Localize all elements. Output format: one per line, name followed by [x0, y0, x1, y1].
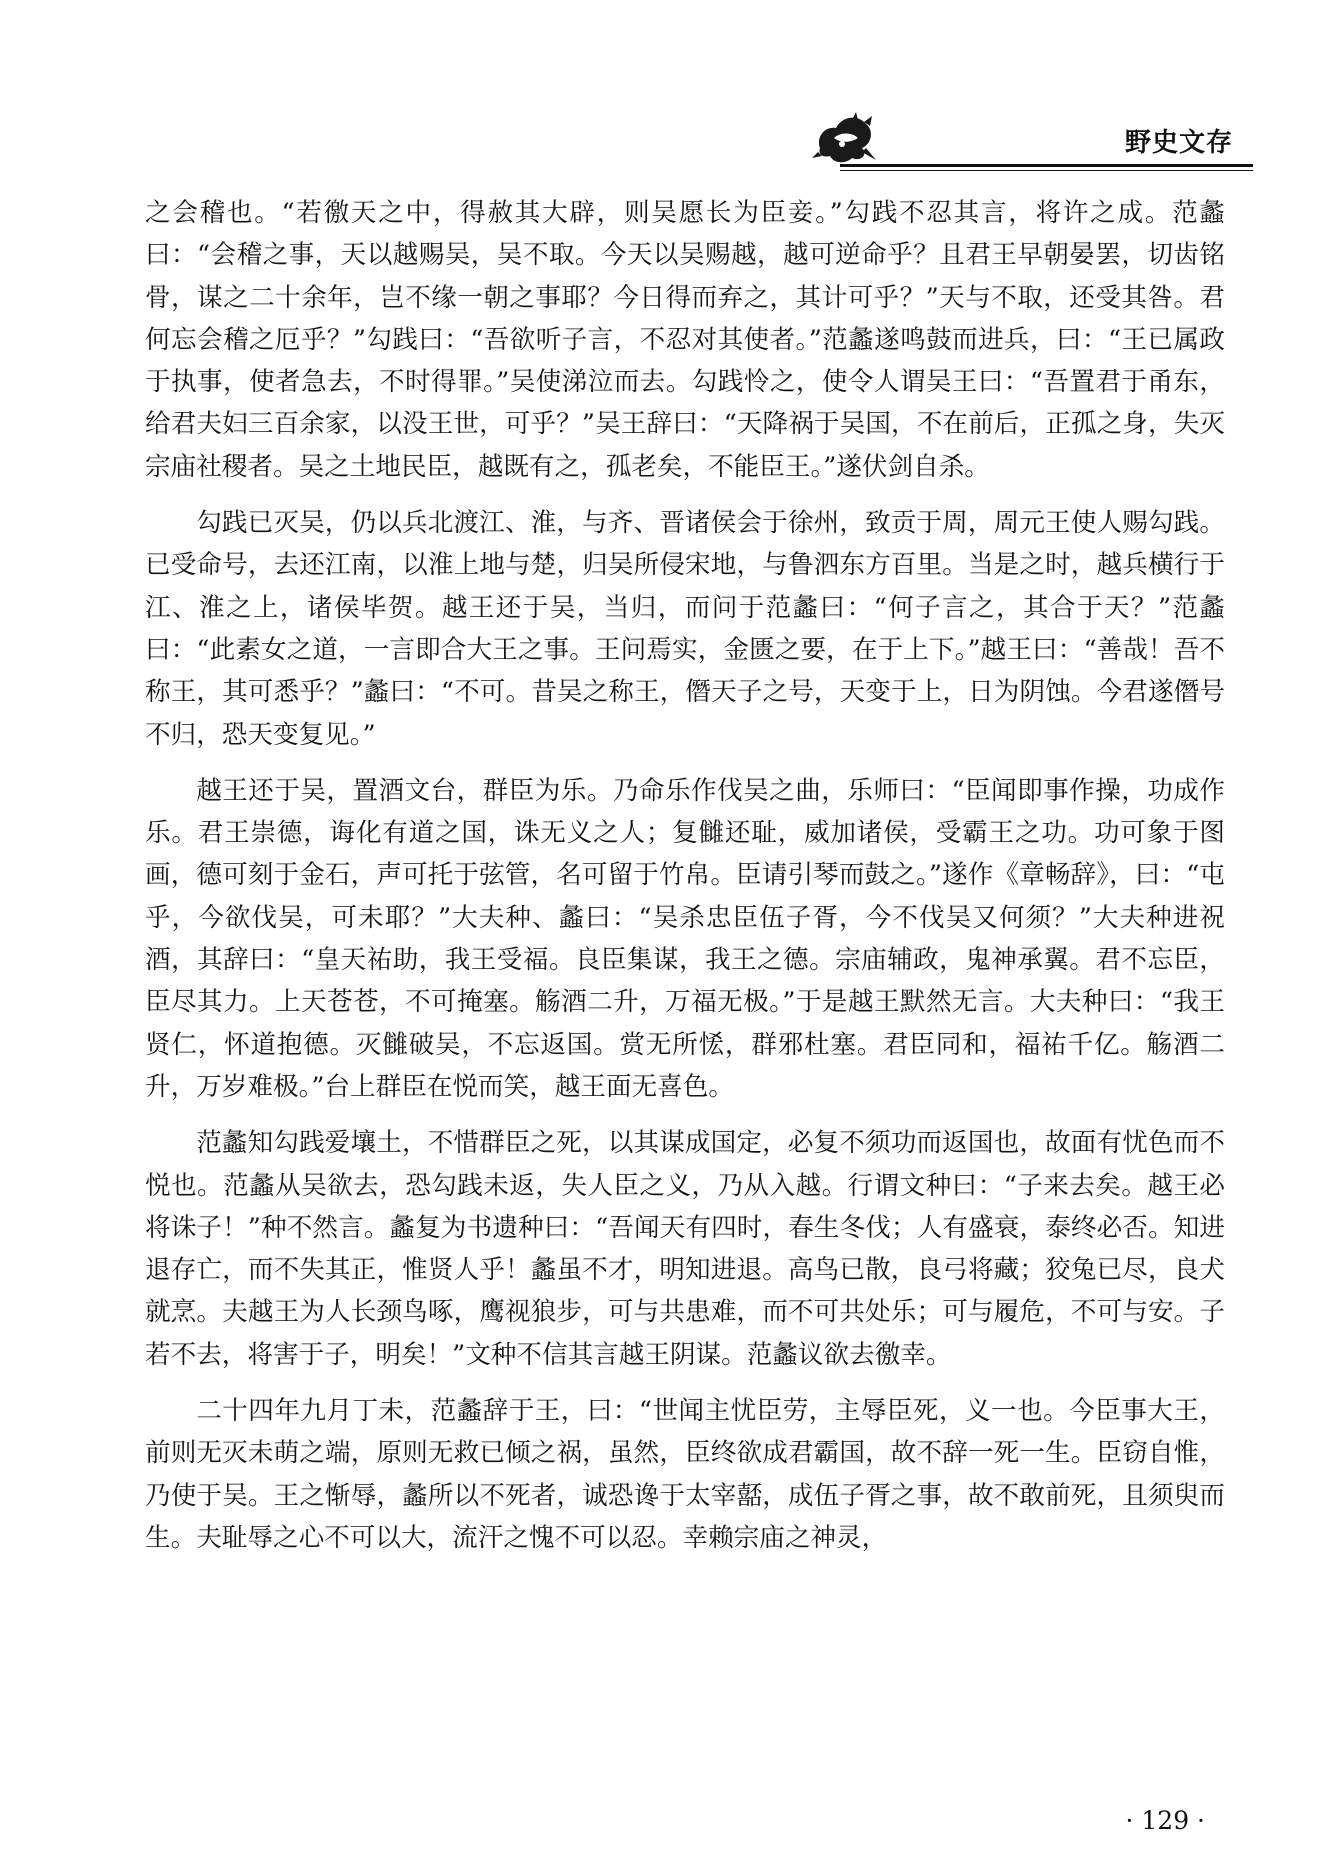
running-header-title: 野史文存	[1124, 128, 1233, 158]
running-header	[0, 0, 1323, 175]
paragraph: 越王还于吴，置酒文台，群臣为乐。乃命乐作伐吴之曲，乐师曰：“臣闻即事作操，功成作乐。君王崇德，诲化有道之国，诛无义之人；复雠还耻，威加诸侯，受霸王之功。功可象于图画，德可刻于金石，声可托于弦管，名可留于竹帛。臣请引琴而鼓之。”遂作《章畅辞》，曰：“屯乎，今欲伐吴，可未耶？”大夫种、蠡曰：“吴杀忠臣伍子胥，今不伐吴又何须？”大夫种进祝酒，其辞曰：“皇天祐助，我王受福。良臣集谋，我王之德。宗庙辅政，鬼神承翼。君不忘臣，臣尽其力。上天苍苍，不可掩塞。觞酒二升，万福无极。”于是越王默然无言。大夫种曰：“我王贤仁，怀道抱德。灭雠破吴，不忘返国。赏无所恡，群邪杜塞。君臣同和，福祐千亿。觞酒二升，万岁难极。”台上群臣在悦而笑，越王面无喜色。	[145, 775, 1225, 1102]
body-text	[145, 192, 1225, 1573]
header-rule-thick	[840, 164, 1253, 167]
paragraph: 之会稽也。“若徼天之中，得赦其大辟，则吴愿长为臣妾。”勾践不忍其言，将许之成。范蠡曰：“会稽之事，天以越赐吴，吴不取。今天以吴赐越，越可逆命乎？且君王早朝晏罢，切齿铭骨，谋之二十余年，岂不缘一朝之事耶？今日得而弃之，其计可乎？”天与不取，还受其咎。君何忘会稽之厄乎？”勾践曰：“吾欲听子言，不忍对其使者。”范蠡遂鸣鼓而进兵，曰：“王已属政于执事，使者急去，不时得罪。”吴使涕泣而去。勾践怜之，使令人谓吴王曰：“吾置君于甬东，给君夫妇三百余家，以没王世，可乎？”吴王辞曰：“天降祸于吴国，不在前后，正孤之身，失灭宗庙社稷者。吴之土地民臣，越既有之，孤老矣，不能臣王。”遂伏剑自杀。	[145, 198, 1225, 482]
header-rule-thin	[840, 170, 1253, 171]
page-number: · 129 ·	[1125, 1806, 1205, 1835]
paragraph: 二十四年九月丁未，范蠡辞于王，曰：“世闻主忧臣劳，主辱臣死，义一也。今臣事大王，前则无灭未萌之端，原则无救已倾之祸，虽然，臣终欲成君霸国，故不辞一死一生。臣窃自惟，乃使于吴。王之惭辱，蠡所以不死者，诚恐谗于太宰嚭，成伍子胥之事，故不敢前死，且须臾而生。夫耻辱之心不可以大，流汗之愧不可以忍。幸赖宗庙之神灵，	[145, 1396, 1225, 1553]
dragon-emblem-icon	[812, 108, 878, 166]
paragraph: 勾践已灭吴，仍以兵北渡江、淮，与齐、晋诸侯会于徐州，致贡于周，周元王使人赐勾践。已受命号，去还江南，以淮上地与楚，归吴所侵宋地，与鲁泗东方百里。当是之时，越兵横行于江、淮之上，诸侯毕贺。越王还于吴，当归，而问于范蠡曰：“何子言之，其合于天？”范蠡曰：“此素女之道，一言即合大王之事。王问焉实，金匮之要，在于上下。”越王曰：“善哉！吾不称王，其可悉乎？”蠡曰：“不可。昔吴之称王，僭天子之号，天变于上，日为阴蚀。今君遂僭号不归，恐天变复见。”	[145, 508, 1225, 750]
paragraph: 范蠡知勾践爱壤土，不惜群臣之死，以其谋成国定，必复不须功而返国也，故面有忧色而不悦也。范蠡从吴欲去，恐勾践未返，失人臣之义，乃从入越。行谓文种曰：“子来去矣。越王必将诛子！”种不然言。蠡复为书遗种曰：“吾闻天有四时，春生冬伐；人有盛衰，泰终必否。知进退存亡，而不失其正，惟贤人乎！蠡虽不才，明知进退。高鸟已散，良弓将藏；狡兔已尽，良犬就烹。夫越王为人长颈鸟啄，鹰视狼步，可与共患难，而不可共处乐；可与履危，不可与安。子若不去，将害于子，明矣！”文种不信其言越王阴谋。范蠡议欲去徼幸。	[145, 1128, 1225, 1370]
